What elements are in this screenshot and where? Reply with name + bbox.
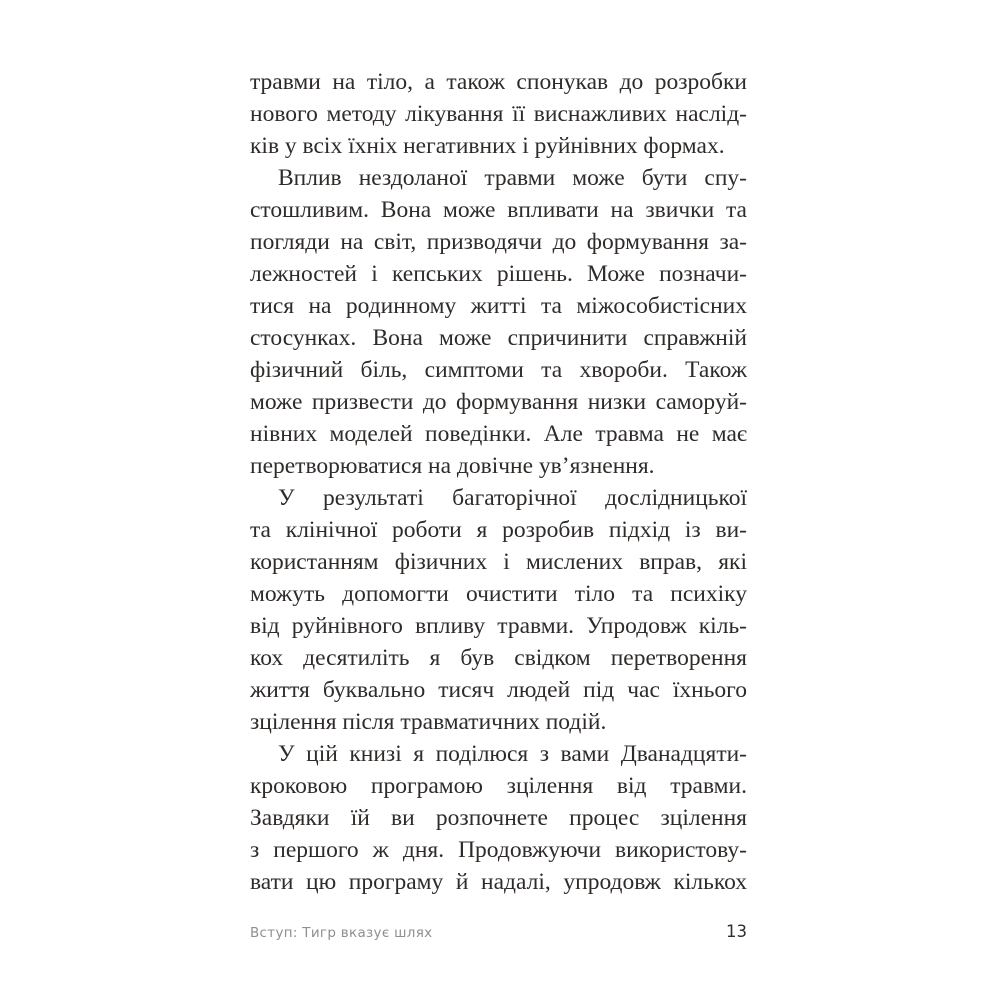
text-line: ків у всіх їхніх негативних і руйнівних формах. (250, 133, 725, 159)
text-line: Завдяки їй ви розпочнете процес зцілення (250, 805, 747, 831)
text-line: зцілення після травматичних подій. (250, 709, 607, 735)
text-line: та клінічної роботи я розробив підхід із ви- (250, 517, 747, 543)
text-line: від руйнівного впливу травми. Упродовж кіль- (250, 613, 747, 639)
paragraph-4 (250, 738, 747, 898)
running-title: Вступ: Тигр вказує шлях (250, 925, 433, 941)
text-line: користанням фізичних і мислених вправ, які (250, 549, 747, 575)
text-line: тися на родинному житті та міжособистісних (250, 293, 747, 319)
page-number: 13 (726, 922, 747, 941)
text-line: з першого ж дня. Продовжуючи використову- (250, 837, 747, 863)
text-line: У результаті багаторічної дослідницької (278, 485, 747, 511)
text-line: кроковою програмою зцілення від травми. (250, 773, 747, 799)
text-line: лежностей і кепських рішень. Може позначи- (250, 261, 747, 287)
text-line: стосунках. Вона може спричинити справжній (250, 325, 747, 351)
page-text (250, 66, 747, 898)
page-footer (250, 922, 747, 941)
text-line: життя буквально тисяч людей під час їхнього (250, 677, 747, 703)
text-line: перетворюватися на довічне ув’язнення. (250, 453, 655, 479)
text-line: вати цю програму й надалі, упродовж кількох (250, 869, 747, 895)
text-line: кох десятиліть я був свідком перетворення (250, 645, 747, 671)
text-line: травми на тіло, а також спонукав до розробки (250, 69, 747, 95)
text-line: фізичний біль, симптоми та хвороби. Також (250, 357, 747, 383)
text-line: нівних моделей поведінки. Але травма не має (250, 421, 747, 447)
paragraph-1 (250, 66, 747, 162)
text-line: стошливим. Вона може впливати на звички та (250, 197, 747, 223)
text-line: може призвести до формування низки саморуй- (250, 389, 747, 415)
text-line: Вплив нездоланої травми може бути спу- (278, 165, 747, 191)
text-line: погляди на світ, призводячи до формування за- (250, 229, 747, 255)
text-line: нового методу лікування її виснажливих наслід- (250, 101, 747, 127)
paragraph-2 (250, 162, 747, 482)
text-line: У цій книзі я поділюся з вами Дванадцяти- (278, 741, 747, 767)
text-line: можуть допомогти очистити тіло та психіку (250, 581, 747, 607)
paragraph-3 (250, 482, 747, 738)
